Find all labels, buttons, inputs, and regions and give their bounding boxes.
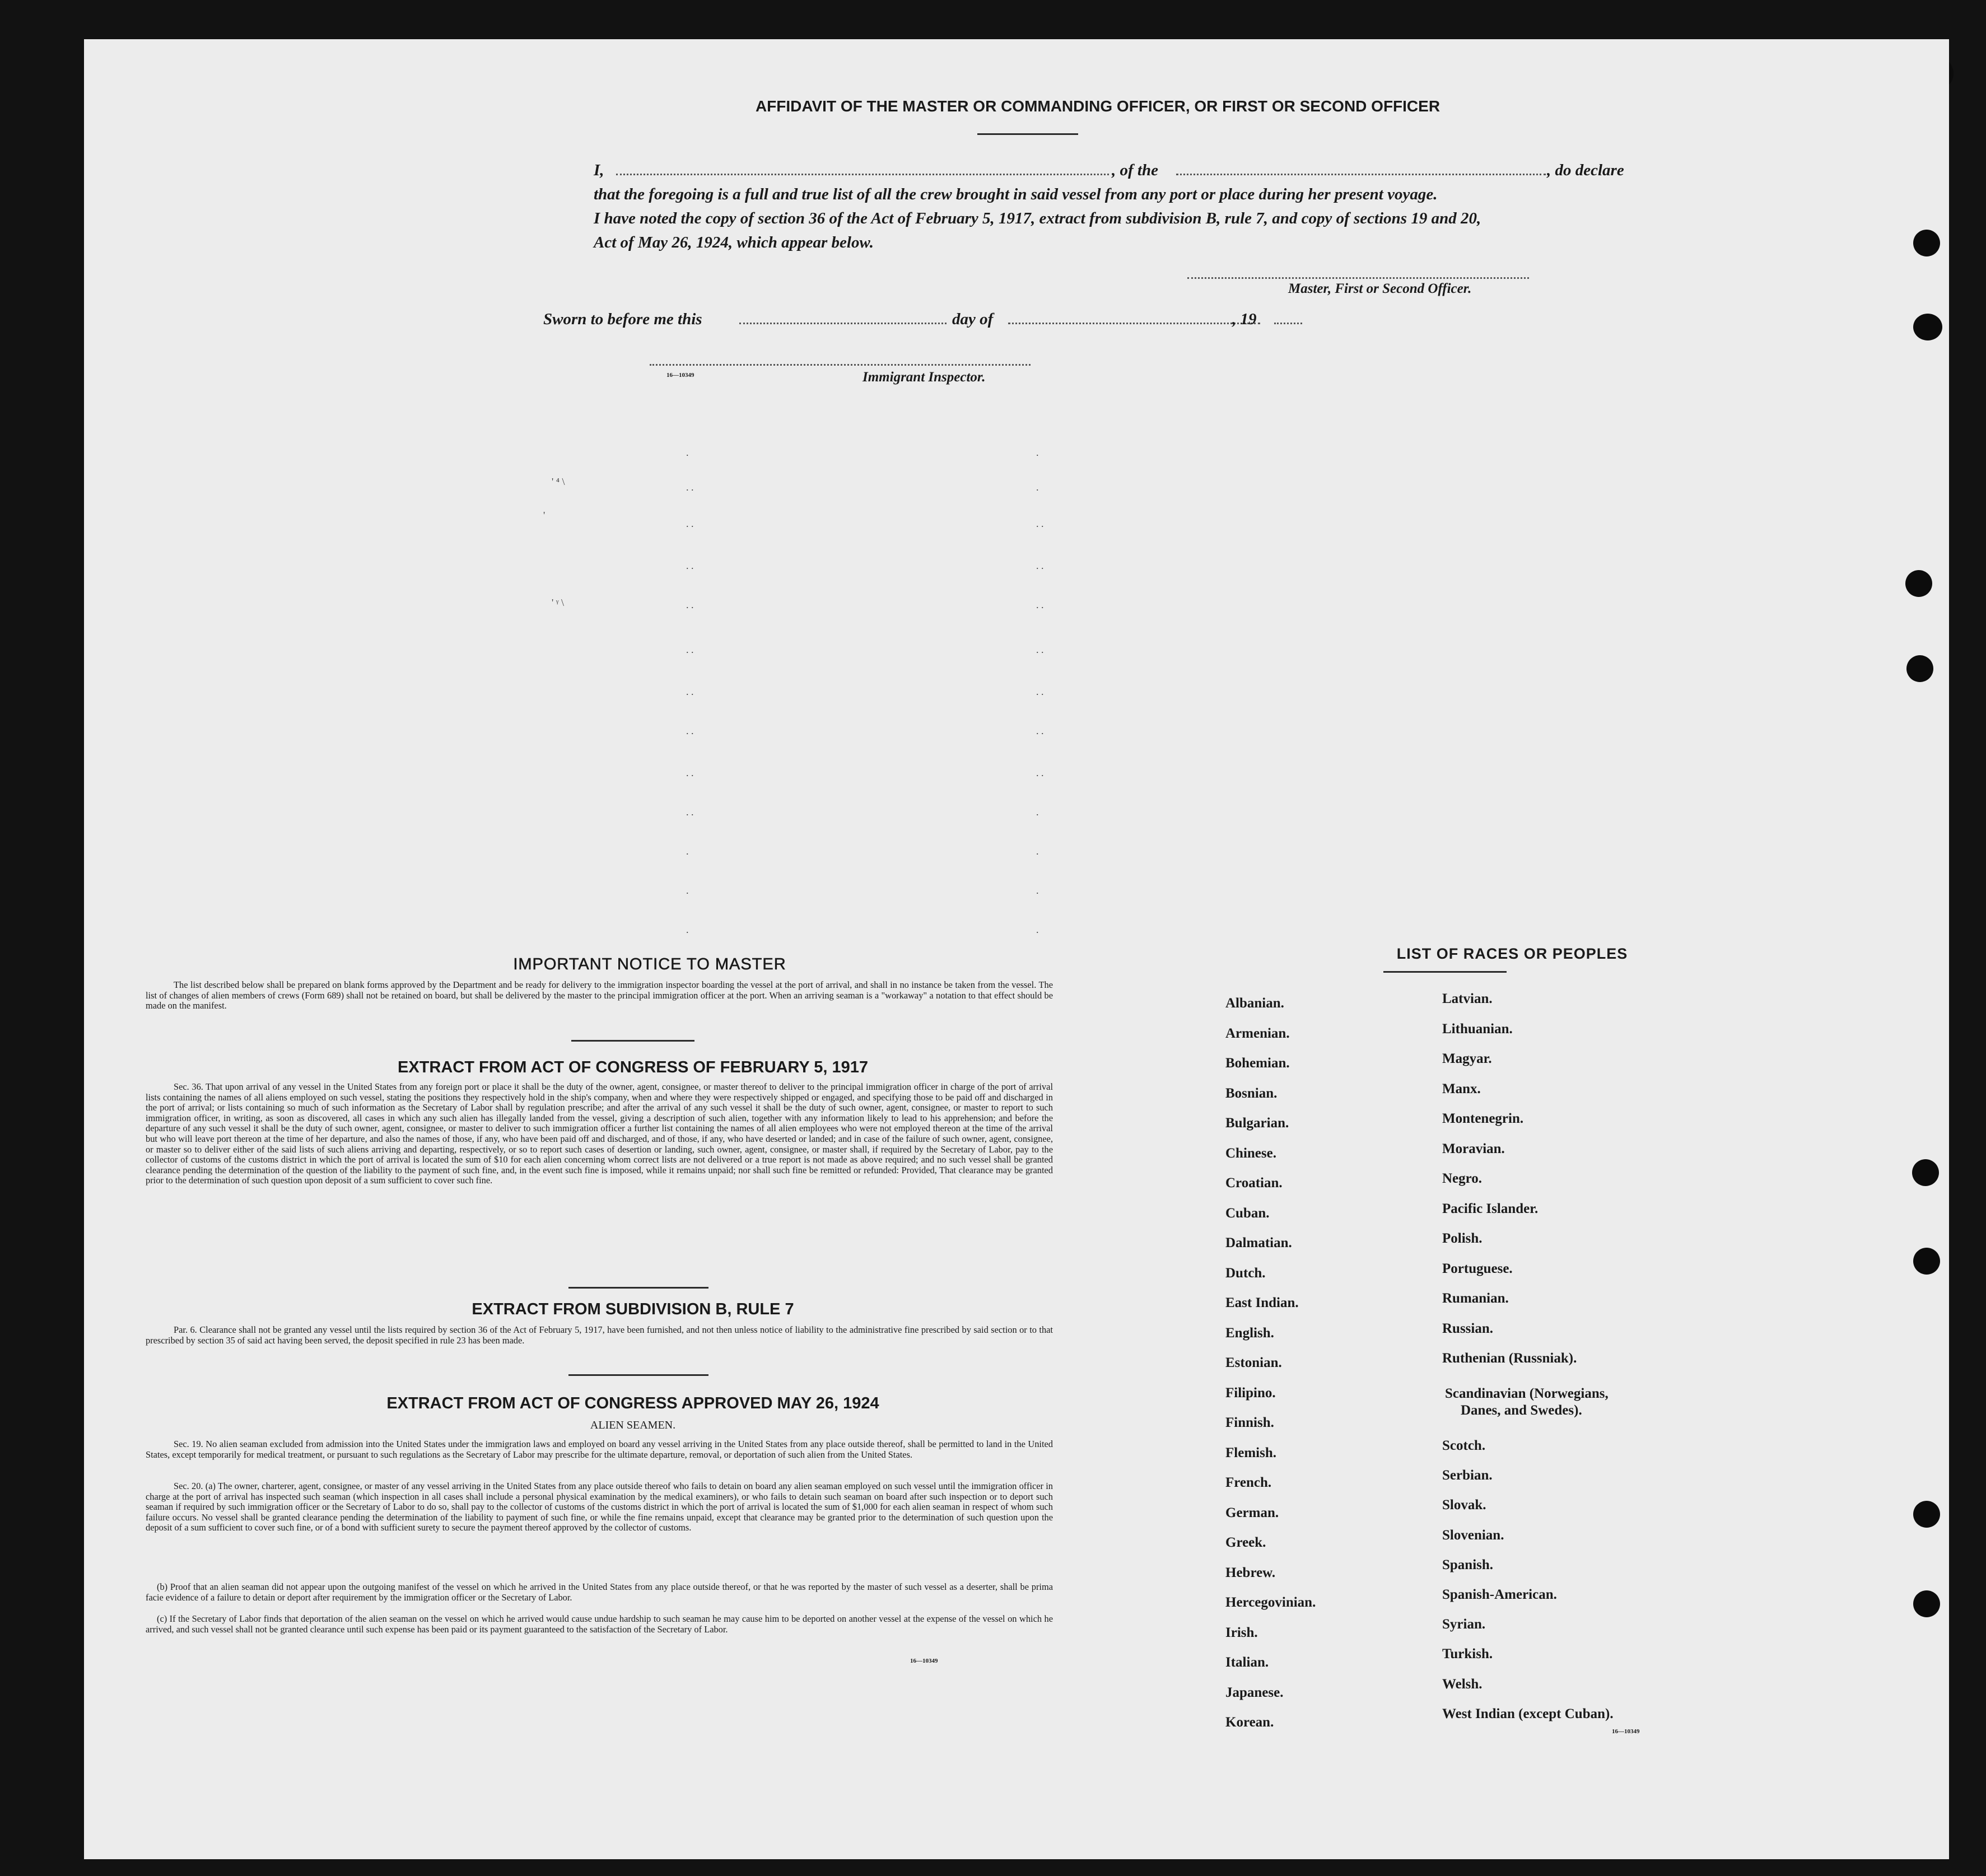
dot-mark: . . bbox=[1036, 767, 1044, 778]
extract-1924-sec20c: (c) If the Secretary of Labor finds that deportation of the alien seaman on the vessel on which he arrived would cause undue hardship to such seaman he may cause him to be deported on another vessel at the expense of the vessel on which he arrived, and such vessel shall not be granted clearance until such expense has been paid or its payment guaranteed to the satisfaction of the Secretary of Labor. bbox=[146, 1613, 1053, 1635]
race-item: Croatian. bbox=[1225, 1175, 1283, 1191]
race-item: Serbian. bbox=[1442, 1468, 1493, 1483]
punch-hole bbox=[1906, 655, 1933, 682]
race-item: Dalmatian. bbox=[1225, 1235, 1292, 1250]
dot-mark: . bbox=[686, 846, 689, 857]
dot-mark: . bbox=[686, 924, 689, 935]
race-item: Scandinavian (Norwegians, bbox=[1445, 1386, 1609, 1401]
vessel-field[interactable] bbox=[1176, 174, 1546, 175]
declaration-line-4: Act of May 26, 1924, which appear below. bbox=[594, 234, 874, 251]
dot-mark: . . bbox=[686, 767, 694, 778]
inspector-signature-field[interactable] bbox=[650, 364, 1031, 366]
race-item: Lithuanian. bbox=[1442, 1021, 1513, 1037]
dot-mark: . . bbox=[686, 560, 694, 571]
race-item: Finnish. bbox=[1225, 1415, 1274, 1430]
race-item: Italian. bbox=[1225, 1655, 1269, 1670]
master-signature-label: Master, First or Second Officer. bbox=[1288, 281, 1472, 296]
dot-mark: . . bbox=[1036, 686, 1044, 697]
i-label: I, bbox=[594, 161, 604, 179]
dot-mark: . . bbox=[686, 806, 694, 818]
race-item: Turkish. bbox=[1442, 1646, 1493, 1662]
race-item: Syrian. bbox=[1442, 1617, 1486, 1632]
race-item: Moravian. bbox=[1442, 1141, 1505, 1156]
dot-mark: . bbox=[686, 447, 689, 458]
race-item: Hercegovinian. bbox=[1225, 1595, 1316, 1610]
sworn-month-field[interactable] bbox=[1008, 323, 1260, 324]
punch-hole bbox=[1912, 1159, 1939, 1186]
race-item: Welsh. bbox=[1442, 1676, 1482, 1692]
master-signature-field[interactable] bbox=[1187, 277, 1529, 279]
race-item: Hebrew. bbox=[1225, 1565, 1276, 1580]
race-item: English. bbox=[1225, 1325, 1274, 1341]
race-item: Dutch. bbox=[1225, 1265, 1266, 1281]
dot-mark: . . bbox=[686, 644, 694, 655]
punch-hole bbox=[1913, 1501, 1940, 1528]
year-label: , 19 bbox=[1232, 310, 1257, 328]
declaration-line-2: that the foregoing is a full and true list of all the crew brought in said vessel from any port or place during her present voyage. bbox=[594, 185, 1438, 203]
race-item: Spanish. bbox=[1442, 1557, 1494, 1572]
alien-seamen-subtitle: ALIEN SEAMEN. bbox=[590, 1419, 676, 1431]
sworn-label: Sworn to before me this bbox=[543, 310, 702, 328]
dot-mark: . bbox=[1036, 885, 1039, 896]
race-item: Greek. bbox=[1225, 1535, 1266, 1550]
dot-mark: . bbox=[1036, 924, 1039, 935]
inspector-label: Immigrant Inspector. bbox=[863, 370, 986, 385]
dot-mark: . . bbox=[686, 725, 694, 736]
punch-hole bbox=[1913, 230, 1940, 256]
declaration-line-3: I have noted the copy of section 36 of the Act of February 5, 1917, extract from subdivision B, rule 7, and copy of sections 19 and 20, bbox=[594, 209, 1481, 227]
affidavit-title: AFFIDAVIT OF THE MASTER OR COMMANDING OFFICER, OR FIRST OR SECOND OFFICER bbox=[755, 97, 1440, 115]
race-item: Polish. bbox=[1442, 1231, 1482, 1246]
race-item: Danes, and Swedes). bbox=[1461, 1403, 1582, 1418]
dot-mark: . . bbox=[1036, 599, 1044, 610]
section-divider bbox=[568, 1287, 708, 1289]
tick-mark: ' ᵞ \ bbox=[552, 597, 565, 608]
race-item: Estonian. bbox=[1225, 1355, 1282, 1370]
race-item: Irish. bbox=[1225, 1625, 1258, 1640]
form-number: 16—10349 bbox=[1612, 1728, 1640, 1735]
extract-rule7-text: Par. 6. Clearance shall not be granted any vessel until the lists required by section 36 of the Act of February 5, 1917, have been furnished, and not then unless notice of liability to the administrative fine prescribed by said section or to that prescribed by section 35 of said act having been served, the deposit specified in rule 23 has been made. bbox=[146, 1324, 1053, 1346]
extract-1917-text: Sec. 36. That upon arrival of any vessel in the United States from any foreign port or place it shall be the duty of the owner, agent, consignee, or master thereof to deliver to the principal immigration officer in charge of the port of arrival lists containing the names of all aliens employed on such vessel, stating the positions they respectively hold in the ship's company, when and where they were respectively shipped or engaged, and specifying those to be paid off and discharged in the port of arrival; or lists containing so much of such information as the Secretary of Labor shall by regulation prescribe; and after the arrival of any such vessel it shall be the duty of such owner, agent, consignee, or master to report to such immigration officer, in writing, as soon as discovered, all cases in which any such alien has illegally landed from the vessel, giving a description of such alien, together with any information likely to lead to his apprehension; and before the departure of any such vessel it shall be the duty of such owner, agent, consignee, or master to deliver to such immigration officer a further list containing the names of all alien employees who were not employed thereon at the time of the arrival but who will leave port thereon at the time of her departure, and also the names of those, if any, who have been paid off and discharged, and of those, if any, who have deserted or landed; and in case of the failure of such owner, agent, consignee, or master so to deliver either of the said lists of such aliens arriving and departing, respectively, or so to report such cases of desertion or landing, such owner, agent, consignee, or master shall, if required by the Secretary of Labor, pay to the collector of customs of the customs district in which the port of arrival is located the sum of $10 for each alien concerning whom correct lists are not delivered or a true report is not made as above required; and no such vessel shall be granted clearance pending the determination of the question of the liability to the payment of such fine, and, in the event such fine is imposed, while it remains unpaid; nor shall such fine be remitted or refunded: Provided, That clearance may be granted prior to the determination of such question upon deposit of a sum sufficient to cover such fine. bbox=[146, 1081, 1053, 1186]
race-item: Cuban. bbox=[1225, 1205, 1270, 1221]
race-item: Bohemian. bbox=[1225, 1056, 1290, 1071]
race-item: Bosnian. bbox=[1225, 1085, 1278, 1101]
race-item: Korean. bbox=[1225, 1715, 1274, 1730]
name-field[interactable] bbox=[616, 174, 1109, 175]
form-number: 16—10349 bbox=[910, 1658, 938, 1664]
race-item: Rumanian. bbox=[1442, 1291, 1509, 1306]
punch-hole bbox=[1913, 1590, 1940, 1617]
race-item: Russian. bbox=[1442, 1320, 1494, 1336]
day-of-label: day of bbox=[952, 310, 994, 328]
sworn-day-field[interactable] bbox=[739, 323, 947, 324]
do-declare-label: , do declare bbox=[1547, 161, 1624, 179]
races-divider bbox=[1383, 971, 1507, 973]
dot-mark: . bbox=[1036, 447, 1039, 458]
race-item: German. bbox=[1225, 1505, 1279, 1520]
dot-mark: . . bbox=[1036, 725, 1044, 736]
tick-mark: ' ⁴ \ bbox=[552, 476, 565, 487]
dot-mark: . . bbox=[686, 599, 694, 610]
notice-title: IMPORTANT NOTICE TO MASTER bbox=[513, 955, 786, 973]
section-divider bbox=[571, 1040, 694, 1042]
race-item: Scotch. bbox=[1442, 1438, 1486, 1453]
sworn-year-field[interactable] bbox=[1274, 323, 1302, 324]
race-item: Manx. bbox=[1442, 1081, 1481, 1096]
dot-mark: . bbox=[686, 885, 689, 896]
dot-mark: . . bbox=[686, 482, 694, 493]
section-divider bbox=[568, 1374, 708, 1376]
race-item: Spanish-American. bbox=[1442, 1587, 1557, 1602]
title-divider bbox=[977, 133, 1078, 135]
race-item: Pacific Islander. bbox=[1442, 1201, 1539, 1216]
document-page bbox=[84, 39, 1949, 1859]
race-item: Negro. bbox=[1442, 1171, 1482, 1186]
extract-1924-sec20a: Sec. 20. (a) The owner, charterer, agent, consignee, or master of any vessel arriving in the United States from any place outside thereof who fails to detain on board any alien seaman employed on such vessel until the immigration officer in charge at the port of arrival has inspected such seaman (which inspection in all cases shall include a personal physical examination by the medical examiners), or who fails to detain such seaman on board after such inspection or to deport such seaman if required by such immigration officer or the Secretary of Labor to do so, shall pay to the collector of customs of the customs district in which the port of arrival is located the sum of $1,000 for each alien seaman in respect of whom such failure occurs. No vessel shall be granted clearance pending the determination of the liability to payment of such fine, or while the fine remains unpaid, except that clearance may be granted prior to the determination of such question upon the deposit of a sum sufficient to cover such fine, or of a bond with sufficient surety to secure the payment thereof approved by the collector of customs. bbox=[146, 1481, 1053, 1533]
dot-mark: . bbox=[1036, 482, 1039, 493]
form-number: 16—10349 bbox=[666, 372, 694, 379]
dot-mark: . . bbox=[686, 686, 694, 697]
race-item: French. bbox=[1225, 1475, 1272, 1490]
dot-mark: . . bbox=[1036, 560, 1044, 571]
race-item: Bulgarian. bbox=[1225, 1116, 1289, 1131]
dot-mark: . bbox=[1036, 806, 1039, 818]
tick-mark: ' bbox=[543, 510, 546, 521]
dot-mark: . . bbox=[1036, 644, 1044, 655]
of-the-label: , of the bbox=[1112, 161, 1158, 179]
race-item: Slovak. bbox=[1442, 1497, 1486, 1513]
dot-mark: . bbox=[1036, 846, 1039, 857]
races-title: LIST OF RACES OR PEOPLES bbox=[1396, 945, 1628, 962]
dot-mark: . . bbox=[686, 518, 694, 529]
race-item: Slovenian. bbox=[1442, 1527, 1504, 1543]
race-item: Japanese. bbox=[1225, 1684, 1284, 1700]
notice-text: The list described below shall be prepared on blank forms approved by the Department and be ready for delivery to the immigration inspector boarding the vessel at the port of arrival, and shall in no instance be taken from the vessel. The list of changes of alien members of crews (Form 689) shall not be retained on board, but shall be delivered by the master to the principal immigration officer at the port. When an arriving seaman is a "workaway" a notation to that effect should be made on the manifest. bbox=[146, 979, 1053, 1011]
race-item: West Indian (except Cuban). bbox=[1442, 1706, 1614, 1721]
punch-hole bbox=[1905, 570, 1932, 597]
race-item: Filipino. bbox=[1225, 1385, 1276, 1401]
race-item: Chinese. bbox=[1225, 1145, 1276, 1161]
extract-1924-title: EXTRACT FROM ACT OF CONGRESS APPROVED MAY 26, 1924 bbox=[386, 1394, 879, 1412]
extract-1924-sec19: Sec. 19. No alien seaman excluded from admission into the United States under the immigration laws and employed on board any vessel arriving in the United States from any place outside thereof, shall be permitted to land in the United States, except temporarily for medical treatment, or pursuant to such regulations as the Secretary of Labor may prescribe for the ultimate departure, removal, or deportation of such alien from the United States. bbox=[146, 1439, 1053, 1460]
extract-rule7-title: EXTRACT FROM SUBDIVISION B, RULE 7 bbox=[472, 1300, 794, 1318]
race-item: Montenegrin. bbox=[1442, 1111, 1524, 1126]
punch-hole bbox=[1913, 1248, 1940, 1275]
race-item: Portuguese. bbox=[1442, 1261, 1513, 1276]
race-item: East Indian. bbox=[1225, 1295, 1299, 1310]
extract-1917-title: EXTRACT FROM ACT OF CONGRESS OF FEBRUARY 5, 1917 bbox=[397, 1058, 869, 1076]
race-item: Armenian. bbox=[1225, 1025, 1290, 1041]
extract-1924-sec20b: (b) Proof that an alien seaman did not appear upon the outgoing manifest of the vessel on which he arrived in the United States from any place outside thereof, or that he was reported by the master of such vessel as a deserter, shall be prima facie evidence of a failure to detain or deport after requirement by the immigration officer or the Secretary of Labor. bbox=[146, 1581, 1053, 1603]
race-item: Ruthenian (Russniak). bbox=[1442, 1351, 1577, 1366]
race-item: Flemish. bbox=[1225, 1445, 1276, 1460]
race-item: Latvian. bbox=[1442, 991, 1493, 1006]
punch-hole bbox=[1913, 314, 1942, 340]
race-item: Magyar. bbox=[1442, 1051, 1492, 1066]
race-item: Albanian. bbox=[1225, 996, 1284, 1011]
dot-mark: . . bbox=[1036, 518, 1044, 529]
